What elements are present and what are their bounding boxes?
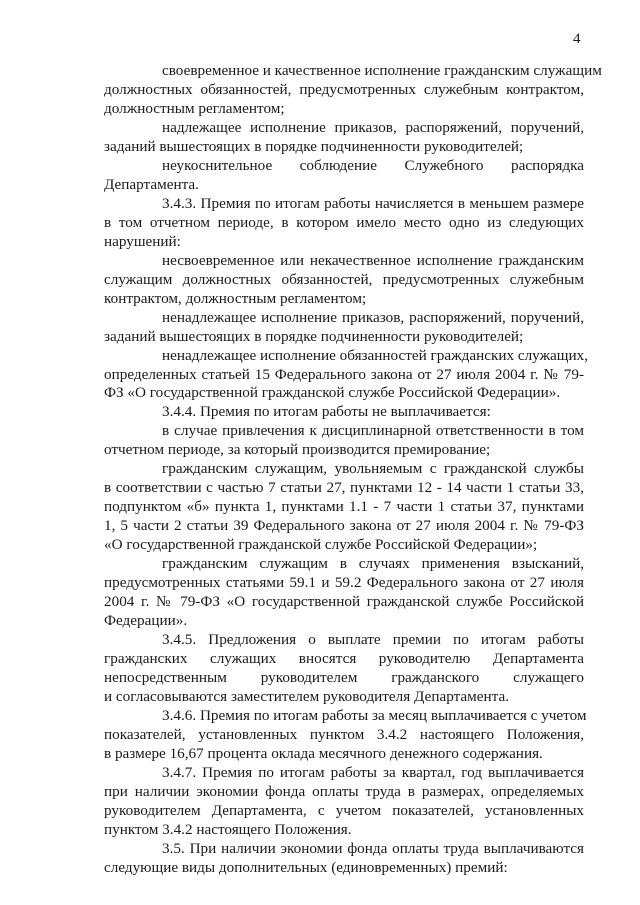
text-line: 3.4.6. Премия по итогам работы за месяц выплачивается с учетом [162, 706, 587, 724]
text-line: непосредственным руководителем гражданского служащего [104, 669, 584, 686]
text-line: заданий вышестоящих в порядке подчиненности руководителей; [104, 137, 524, 155]
text-line: своевременное и качественное исполнение гражданским служащим [162, 62, 602, 79]
text-line: определенных статьей 15 Федерального закона от 27 июля 2004 г. № 79- [104, 365, 584, 383]
text-line: руководителем Департамента, с учетом показателей, установленных [104, 801, 584, 819]
text-line: пунктом 3.4.2 настоящего Положения. [104, 820, 352, 838]
text-line: 3.4.3. Премия по итогам работы начисляется в меньшем размере [162, 194, 584, 212]
text-line: контрактом, должностным регламентом; [104, 289, 367, 307]
text-line: и согласовываются заместителем руководителя Департамента. [104, 687, 509, 705]
text-line: Федерации». [104, 612, 188, 630]
text-line: ненадлежащее исполнение приказов, распоряжений, поручений, [162, 308, 584, 326]
text-line: гражданским служащим, увольняемым с гражданской службы [162, 460, 584, 478]
text-line: надлежащее исполнение приказов, распоряжений, поручений, [162, 118, 584, 136]
text-line: «О государственной гражданской службе Российской Федерации»; [104, 536, 538, 554]
text-line: 3.4.7. Премия по итогам работы за квартал, год выплачивается [162, 763, 584, 781]
text-line: при наличии экономии фонда оплаты труда в размерах, определяемых [104, 782, 584, 800]
text-line: должностным регламентом; [104, 99, 285, 117]
text-line: 2004 г. № 79-ФЗ «О государственной гражданской службе Российской [104, 593, 584, 611]
text-line: должностных обязанностей, предусмотренных служебным контрактом, [104, 80, 584, 98]
document-body [104, 62, 602, 878]
text-line: гражданским служащим в случаях применения взысканий, [162, 555, 584, 573]
text-line: в размере 16,67 процента оклада месячного денежного содержания. [104, 744, 543, 762]
text-line: несвоевременное или некачественное исполнение гражданским [162, 251, 584, 269]
text-line: отчетном периоде, за который производится премирование; [104, 441, 491, 459]
text-line: ФЗ «О государственной гражданской службе Российской Федерации». [104, 384, 561, 402]
text-line: подпунктом «б» пункта 1, пунктами 1.1 - 7 части 1 статьи 37, пунктами [104, 498, 584, 516]
text-line: служащим должностных обязанностей, предусмотренных служебным [104, 270, 584, 288]
text-line: 3.4.4. Премия по итогам работы не выплачивается: [162, 403, 491, 421]
text-line: 3.5. При наличии экономии фонда оплаты труда выплачиваются [162, 839, 584, 857]
page-number: 4 [573, 31, 581, 47]
text-line: в том отчетном периоде, в котором имело место одно из следующих [104, 213, 584, 231]
text-line: показателей, установленных пунктом 3.4.2 настоящего Положения, [104, 725, 584, 743]
text-line: ненадлежащее исполнение обязанностей гражданских служащих, [162, 346, 589, 364]
text-line: Департамента. [104, 175, 199, 193]
text-line: предусмотренных статьями 59.1 и 59.2 Федерального закона от 27 июля [104, 574, 584, 592]
text-line: 3.4.5. Предложения о выплате премии по итогам работы [162, 631, 584, 649]
text-line: гражданских служащих вносятся руководителю Департамента [104, 650, 584, 668]
text-line: заданий вышестоящих в порядке подчиненности руководителей; [104, 327, 524, 345]
text-line: в соответствии с частью 7 статьи 27, пунктами 12 - 14 части 1 статьи 33, [104, 479, 584, 497]
text-line: неукоснительное соблюдение Служебного распорядка [162, 156, 584, 174]
text-line: следующие виды дополнительных (единовременных) премий: [104, 858, 508, 876]
text-line: в случае привлечения к дисциплинарной ответственности в том [162, 422, 584, 440]
text-line: 1, 5 части 2 статьи 39 Федерального закона от 27 июля 2004 г. № 79-ФЗ [104, 517, 584, 535]
text-line: нарушений: [104, 232, 181, 250]
